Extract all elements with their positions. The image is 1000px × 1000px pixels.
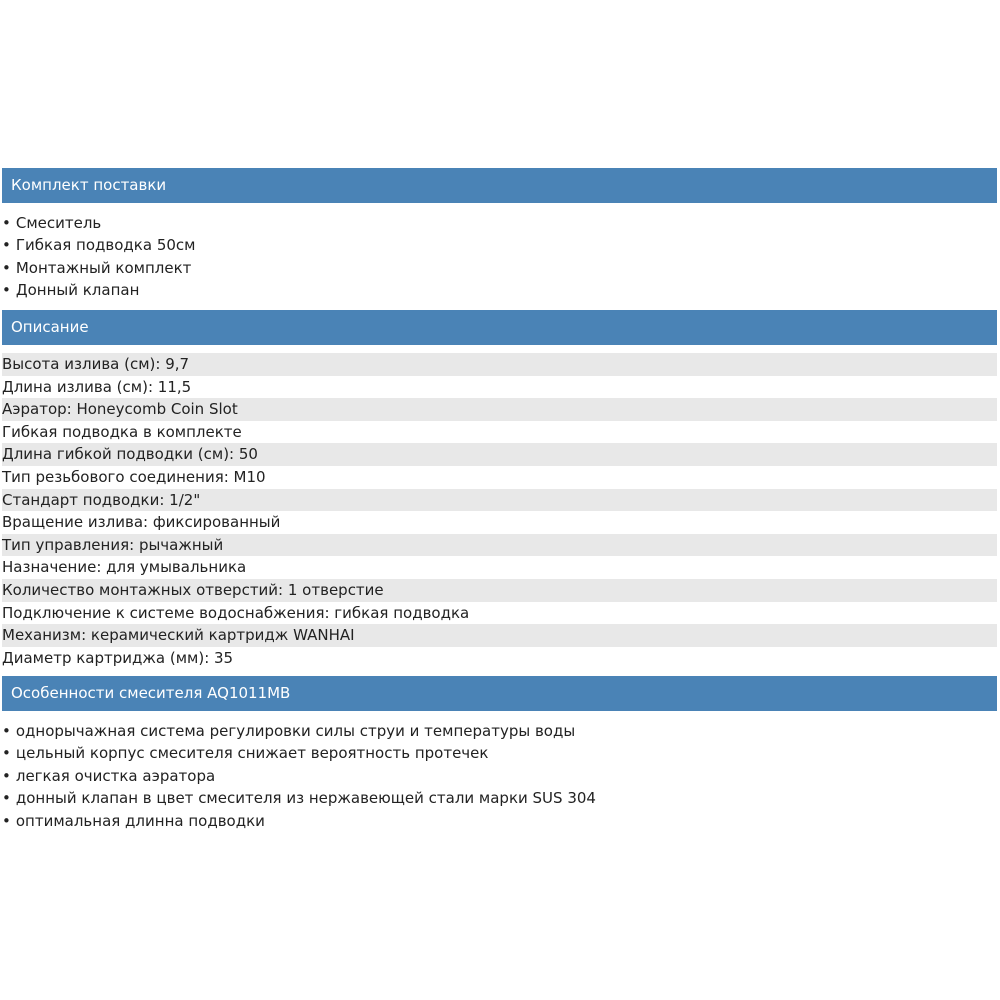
spec-row: Тип резьбового соединения: M10 (2, 467, 266, 486)
kit-item: • Донный клапан (2, 279, 997, 301)
spec-row: Вращение излива: фиксированный (2, 513, 281, 532)
spec-row: Гибкая подводка в комплекте (2, 422, 242, 441)
spec-row: Тип управления: рычажный (2, 534, 997, 557)
spec-row: Диаметр картриджа (мм): 35 (2, 648, 234, 667)
spec-row: Механизм: керамический картридж WANHAI (2, 624, 997, 647)
kit-section-header: Комплект поставки (2, 168, 997, 203)
feature-item: • оптимальная длинна подводки (2, 810, 997, 832)
spec-row: Высота излива (см): 9,7 (2, 353, 997, 376)
feature-item: • донный клапан в цвет смесителя из нержавеющей стали марки SUS 304 (2, 787, 997, 809)
kit-item: • Гибкая подводка 50см (2, 234, 997, 256)
spec-row: Аэратор: Honeycomb Coin Slot (2, 398, 997, 421)
feature-item: • цельный корпус смесителя снижает вероятность протечек (2, 742, 997, 764)
description-section-header: Описание (2, 310, 997, 345)
kit-item: • Смеситель (2, 212, 997, 234)
feature-item: • однорычажная система регулировки силы струи и температуры воды (2, 720, 997, 742)
kit-item: • Монтажный комплект (2, 257, 997, 279)
features-section-header: Особенности смесителя AQ1011MB (2, 676, 997, 711)
feature-item: • легкая очистка аэратора (2, 765, 997, 787)
spec-list (2, 353, 997, 669)
spec-row: Количество монтажных отверстий: 1 отверстие (2, 579, 997, 602)
spec-row: Назначение: для умывальника (2, 558, 247, 577)
spec-row: Длина гибкой подводки (см): 50 (2, 443, 997, 466)
kit-list (2, 212, 997, 302)
spec-row: Подключение к системе водоснабжения: гибкая подводка (2, 603, 470, 622)
features-list (2, 720, 997, 832)
spec-row: Длина излива (см): 11,5 (2, 377, 192, 396)
spec-row: Стандарт подводки: 1/2" (2, 489, 997, 512)
